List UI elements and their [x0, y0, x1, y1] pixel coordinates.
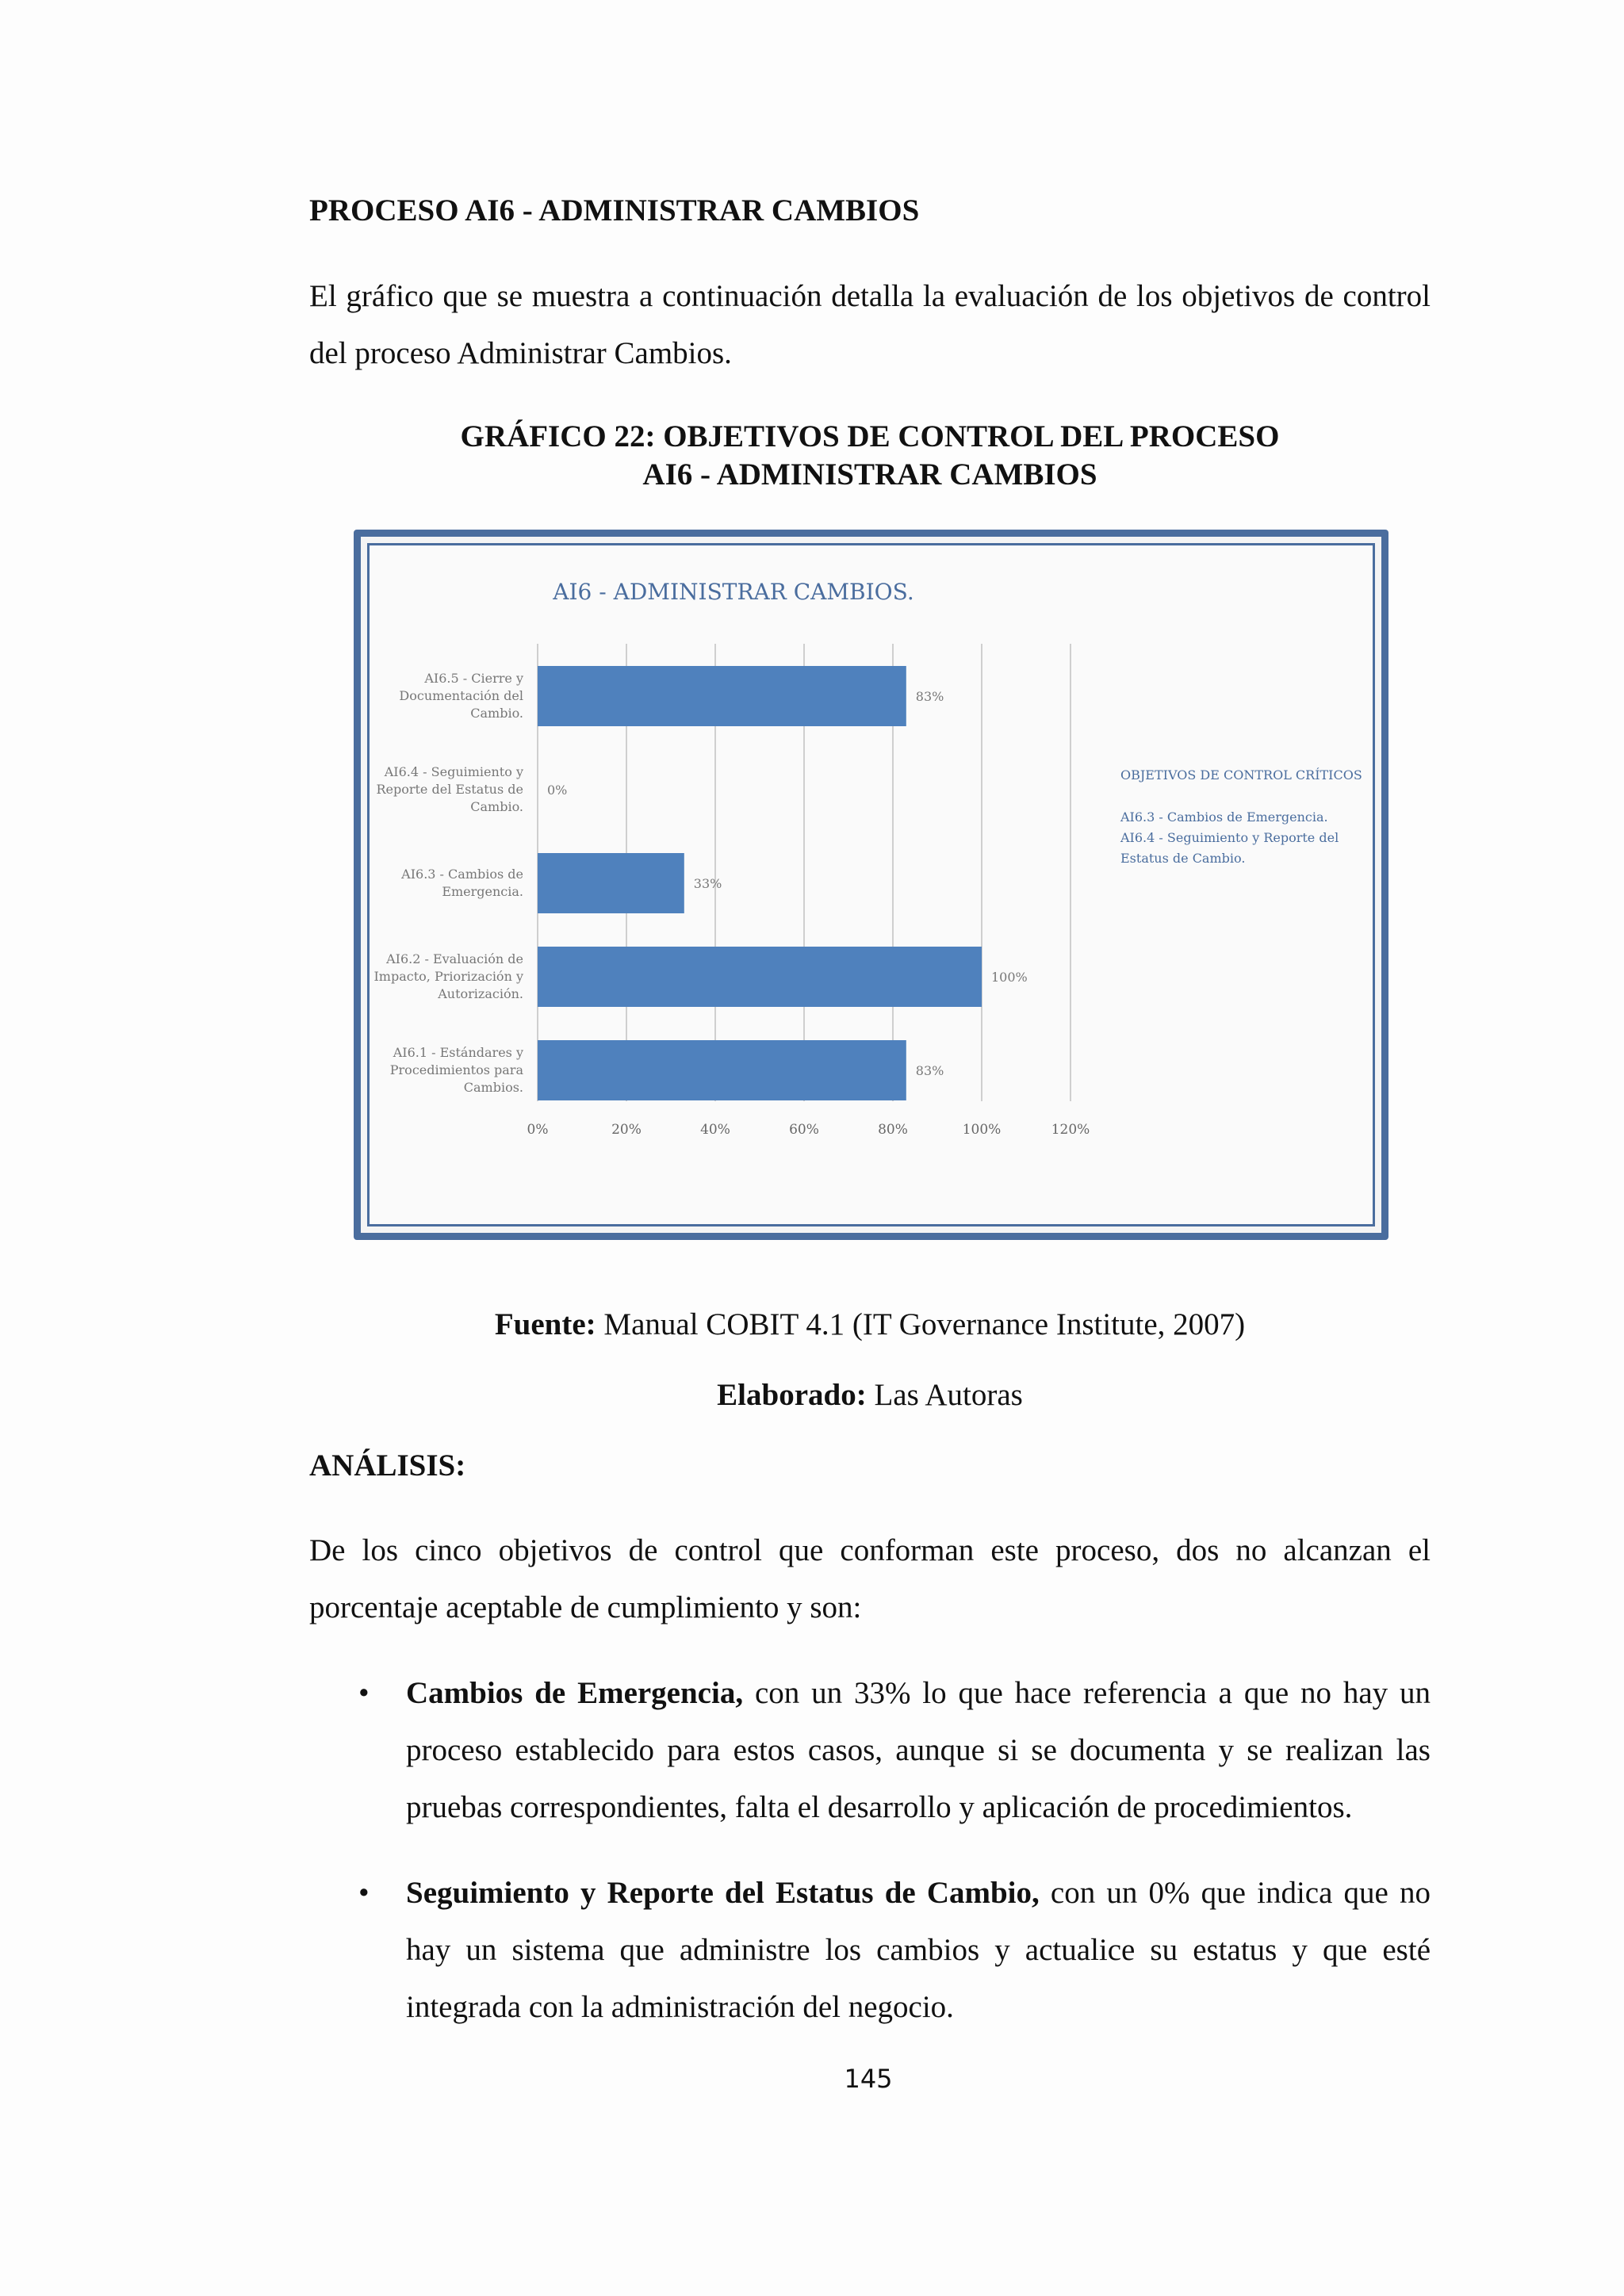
figure-title-line2: AI6 - ADMINISTRAR CAMBIOS	[642, 457, 1097, 492]
bullet-dot: •	[358, 1676, 370, 1710]
bullet-item	[406, 1865, 1431, 2036]
legend-title: OBJETIVOS DE CONTROL CRÍTICOS	[1120, 767, 1362, 783]
category-label: Autorización.	[438, 986, 523, 1001]
legend-item: Estatus de Cambio.	[1120, 851, 1246, 866]
category-label: Cambios.	[463, 1080, 523, 1095]
category-label: AI6.1 - Estándares y	[393, 1045, 523, 1060]
made-label: Elaborado:	[717, 1378, 867, 1412]
category-label: AI6.2 - Evaluación de	[386, 951, 523, 966]
bar-value-label: 33%	[693, 876, 722, 891]
x-tick-label: 40%	[700, 1122, 730, 1138]
legend-item: AI6.4 - Seguimiento y Reporte del	[1120, 830, 1339, 845]
category-label: AI6.3 - Cambios de	[401, 867, 523, 882]
x-tick-label: 0%	[527, 1122, 549, 1138]
source-text: Manual COBIT 4.1 (IT Governance Institute, 2007)	[603, 1307, 1246, 1341]
category-label: Documentación del	[399, 688, 523, 703]
section-heading: PROCESO AI6 - ADMINISTRAR CAMBIOS	[309, 193, 920, 228]
category-label: Impacto, Priorización y	[373, 969, 523, 984]
bar	[538, 1040, 906, 1100]
source-label: Fuente:	[494, 1307, 596, 1341]
category-label: AI6.4 - Seguimiento y	[384, 764, 523, 779]
bar	[538, 666, 906, 726]
bullet-item	[406, 1665, 1431, 1836]
made-line	[309, 1377, 1431, 1413]
bullet-bold: Seguimiento y Reporte del Estatus de Cambio,	[406, 1876, 1040, 1910]
bullet-text: con un 0% que indica que no hay un sistema que administre los cambios y actualice su estatus y que esté integrada con la administración del negocio.	[406, 1876, 1431, 2024]
chart-title: AI6 - ADMINISTRAR CAMBIOS.	[553, 579, 914, 605]
analysis-heading: ANÁLISIS:	[309, 1448, 466, 1483]
bullet-bold: Cambios de Emergencia,	[406, 1676, 744, 1710]
category-label: Procedimientos para	[389, 1062, 523, 1077]
bar-chart	[361, 537, 1381, 1233]
bullet-dot: •	[358, 1876, 370, 1910]
bar-value-label: 83%	[915, 1063, 944, 1078]
legend-item: AI6.3 - Cambios de Emergencia.	[1120, 809, 1328, 825]
bar-value-label: 83%	[915, 689, 944, 704]
bar	[538, 853, 684, 913]
intro-paragraph: El gráfico que se muestra a continuación detalla la evaluación de los objetivos de control del proceso Administrar Cambios.	[309, 279, 1431, 370]
bar-value-label: 0%	[547, 783, 568, 798]
bar-value-label: 100%	[991, 970, 1028, 985]
figure-title-line1: GRÁFICO 22: OBJETIVOS DE CONTROL DEL PROCESO	[460, 419, 1280, 453]
source-line	[309, 1307, 1431, 1342]
x-tick-label: 60%	[789, 1122, 819, 1138]
bullet-text: con un 33% lo que hace referencia a que no hay un proceso establecido para estos casos, aunque si se documenta y se realizan las pruebas correspondientes, falta el desarrollo y aplicación de procedimientos.	[406, 1676, 1431, 1824]
category-label: Cambio.	[470, 799, 523, 814]
x-tick-label: 80%	[878, 1122, 908, 1138]
category-label: Emergencia.	[442, 884, 523, 899]
category-label: Cambio.	[470, 706, 523, 721]
analysis-paragraph: De los cinco objetivos de control que conforman este proceso, dos no alcanzan el porcentaje aceptable de cumplimiento y son:	[309, 1533, 1431, 1624]
x-tick-label: 20%	[611, 1122, 642, 1138]
category-label: AI6.5 - Cierre y	[424, 671, 523, 686]
page-number: 145	[844, 2064, 893, 2094]
made-text: Las Autoras	[874, 1378, 1023, 1412]
category-label: Reporte del Estatus de	[376, 782, 523, 797]
chart-frame	[354, 530, 1388, 1240]
bar	[538, 947, 982, 1007]
x-tick-label: 100%	[962, 1122, 1002, 1138]
x-tick-label: 120%	[1051, 1122, 1090, 1138]
